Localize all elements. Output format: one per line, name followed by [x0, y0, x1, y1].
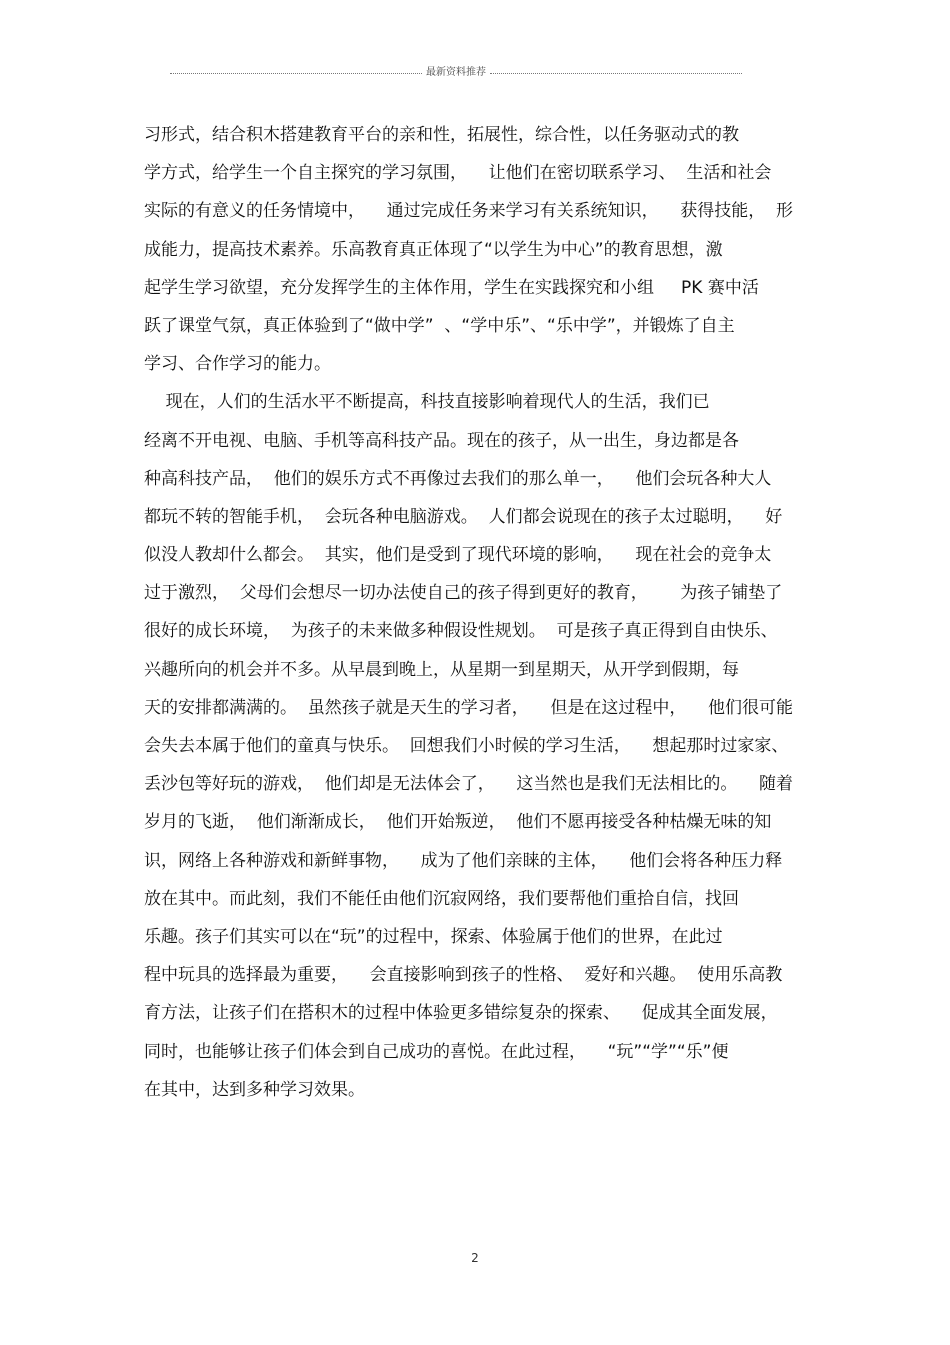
text-line: 识，网络上各种游戏和新鲜事物， 成为了他们亲睐的主体， 他们会将各种压力释	[144, 850, 783, 871]
text-line: 天的安排都满满的。 虽然孩子就是天生的学习者， 但是在这过程中， 他们很可能	[144, 697, 794, 718]
text-line: 种高科技产品， 他们的娱乐方式不再像过去我们的那么单一， 他们会玩各种大人	[144, 468, 772, 489]
document-body	[144, 116, 824, 1109]
page-number: 2	[471, 1251, 479, 1265]
text-line: 经离不开电视、电脑、手机等高科技产品。现在的孩子，从一出生，身边都是各	[144, 430, 739, 451]
text-line: 学方式，给学生一个自主探究的学习氛围， 让他们在密切联系学习、 生活和社会	[144, 163, 772, 184]
text-line: 在其中，达到多种学习效果。	[144, 1079, 365, 1100]
header-rule-right	[490, 73, 742, 74]
text-line: 乐趣。孩子们其实可以在“玩”的过程中，探索、体验属于他们的世界，在此过	[144, 926, 723, 947]
text-line: 学习、合作学习的能力。	[144, 354, 331, 375]
text-line: 习形式，结合积木搭建教育平台的亲和性，拓展性，综合性，以任务驱动式的教	[144, 125, 739, 145]
text-line: 放在其中。而此刻，我们不能任由他们沉寂网络，我们要帮他们重拾自信，找回	[144, 888, 739, 909]
text-line: 同时，也能够让孩子们体会到自己成功的喜悦。在此过程， “玩”“学”“乐”便	[144, 1041, 729, 1062]
text-line: 过于激烈， 父母们会想尽一切办法使自己的孩子得到更好的教育， 为孩子铺垫了	[144, 583, 783, 604]
text-line: 程中玩具的选择最为重要， 会直接影响到孩子的性格、 爱好和兴趣。 使用乐高教	[144, 965, 783, 986]
text-line: 起学生学习欲望，充分发挥学生的主体作用，学生在实践探究和小组 PK 赛中活	[144, 277, 759, 298]
text-line: 丢沙包等好玩的游戏， 他们却是无法体会了， 这当然也是我们无法相比的。 随着	[144, 774, 794, 795]
text-line: 似没人教却什么都会。 其实，他们是受到了现代环境的影响， 现在社会的竞争太	[144, 545, 772, 566]
page-header	[170, 64, 742, 82]
text-line: 会失去本属于他们的童真与快乐。 回想我们小时候的学习生活， 想起那时过家家、	[144, 736, 789, 756]
text-line: 成能力，提高技术素养。乐高教育真正体现了“以学生为中心”的教育思想，激	[144, 239, 723, 260]
text-line: 育方法，让孩子们在搭积木的过程中体验更多错综复杂的探索、 促成其全面发展，	[144, 1003, 778, 1024]
text-line: 现在，人们的生活水平不断提高，科技直接影响着现代人的生活，我们已	[144, 392, 710, 413]
text-line: 实际的有意义的任务情境中， 通过完成任务来学习有关系统知识， 获得技能， 形	[144, 201, 794, 222]
text-line: 都玩不转的智能手机， 会玩各种电脑游戏。 人们都会说现在的孩子太过聪明， 好	[144, 506, 783, 527]
header-title: 最新资料推荐	[426, 67, 486, 78]
text-line: 跃了课堂气氛，真正体验到了“做中学” 、“学中乐”、“乐中学”，并锻炼了自主	[144, 315, 735, 336]
header-rule-left	[170, 73, 422, 74]
text-line: 岁月的飞逝， 他们渐渐成长， 他们开始叛逆， 他们不愿再接受各种枯燥无味的知	[144, 812, 772, 833]
text-line: 兴趣所向的机会并不多。从早晨到晚上，从星期一到星期天，从开学到假期，每	[144, 659, 739, 680]
text-line: 很好的成长环境， 为孩子的未来做多种假设性规划。 可是孩子真正得到自由快乐、	[144, 621, 778, 642]
